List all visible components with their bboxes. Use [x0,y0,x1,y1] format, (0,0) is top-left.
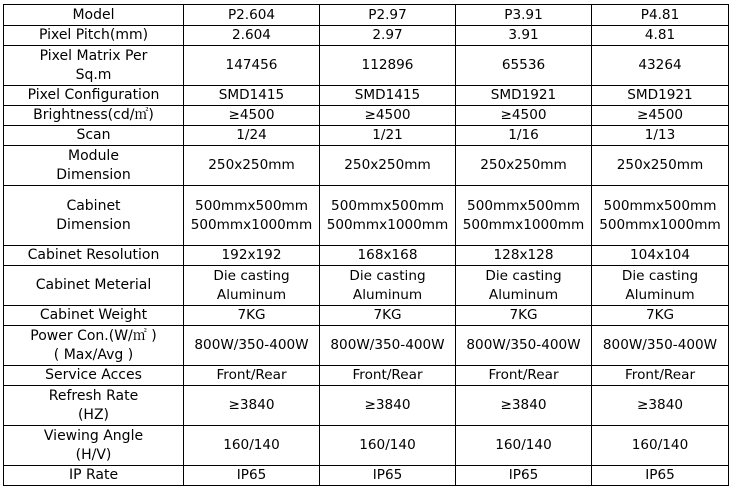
table-row [4,26,729,46]
table-row [4,246,729,266]
row-label: Cabinet Dimension [4,186,184,246]
row-label: Cabinet Weight [4,306,184,326]
table-row [4,266,729,306]
table-cell: Die casting Aluminum [320,266,456,306]
table-cell: ≥4500 [592,106,729,126]
row-label: Refresh Rate (HZ) [4,386,184,426]
table-header-row [4,5,729,26]
row-label: Viewing Angle (H/V) [4,426,184,466]
table-cell: ≥3840 [184,386,320,426]
model-header-cell: P4.81 [592,5,729,26]
table-cell: 168x168 [320,246,456,266]
table-cell: 7KG [184,306,320,326]
table-row [4,466,729,486]
table-cell: 1/16 [456,126,592,146]
table-cell: 4.81 [592,26,729,46]
table-row [4,86,729,106]
header-label: Model [4,5,184,26]
table-cell: 160/140 [592,426,729,466]
table-cell: 800W/350-400W [320,326,456,366]
row-label: Cabinet Resolution [4,246,184,266]
table-cell: 2.604 [184,26,320,46]
table-cell: Die casting Aluminum [456,266,592,306]
table-cell: 2.97 [320,26,456,46]
spec-table [3,4,729,486]
table-row [4,386,729,426]
table-cell: ≥4500 [456,106,592,126]
table-cell: 160/140 [320,426,456,466]
table-cell: Die casting Aluminum [592,266,729,306]
table-cell: IP65 [592,466,729,486]
table-row [4,106,729,126]
table-cell: Die casting Aluminum [184,266,320,306]
row-label: Power Con.(W/㎡ ) ( Max/Avg ) [4,326,184,366]
table-row [4,186,729,246]
model-header-cell: P2.97 [320,5,456,26]
table-row [4,326,729,366]
table-cell: 104x104 [592,246,729,266]
table-cell: Front/Rear [456,366,592,386]
table-cell: Front/Rear [320,366,456,386]
table-row [4,306,729,326]
row-label: Scan [4,126,184,146]
table-cell: ≥3840 [320,386,456,426]
table-cell: 250x250mm [592,146,729,186]
table-cell: 800W/350-400W [592,326,729,366]
row-label: Cabinet Meterial [4,266,184,306]
table-cell: 112896 [320,46,456,86]
table-row [4,366,729,386]
model-header-cell: P3.91 [456,5,592,26]
table-cell: 500mmx500mm 500mmx1000mm [456,186,592,246]
table-cell: 160/140 [456,426,592,466]
table-cell: SMD1415 [184,86,320,106]
table-cell: SMD1921 [592,86,729,106]
table-cell: 800W/350-400W [456,326,592,366]
table-cell: 7KG [592,306,729,326]
table-cell: Front/Rear [592,366,729,386]
row-label: IP Rate [4,466,184,486]
table-cell: 500mmx500mm 500mmx1000mm [184,186,320,246]
table-cell: SMD1415 [320,86,456,106]
table-cell: Front/Rear [184,366,320,386]
row-label: Pixel Configuration [4,86,184,106]
row-label: Pixel Pitch(mm) [4,26,184,46]
table-cell: IP65 [184,466,320,486]
table-cell: 7KG [320,306,456,326]
table-cell: 250x250mm [184,146,320,186]
row-label: Module Dimension [4,146,184,186]
table-cell: 1/13 [592,126,729,146]
model-header-cell: P2.604 [184,5,320,26]
table-cell: 7KG [456,306,592,326]
table-cell: ≥4500 [184,106,320,126]
table-cell: IP65 [456,466,592,486]
table-cell: 1/21 [320,126,456,146]
table-cell: 800W/350-400W [184,326,320,366]
row-label: Service Acces [4,366,184,386]
table-cell: 128x128 [456,246,592,266]
table-cell: 192x192 [184,246,320,266]
table-cell: 43264 [592,46,729,86]
table-cell: 3.91 [456,26,592,46]
table-cell: ≥3840 [592,386,729,426]
table-cell: ≥4500 [320,106,456,126]
table-cell: 500mmx500mm 500mmx1000mm [320,186,456,246]
table-row [4,126,729,146]
table-cell: 65536 [456,46,592,86]
table-cell: 160/140 [184,426,320,466]
table-cell: 250x250mm [456,146,592,186]
table-cell: SMD1921 [456,86,592,106]
table-cell: IP65 [320,466,456,486]
table-cell: 500mmx500mm 500mmx1000mm [592,186,729,246]
table-cell: 1/24 [184,126,320,146]
table-row [4,426,729,466]
table-cell: 147456 [184,46,320,86]
table-row [4,46,729,86]
table-row [4,146,729,186]
table-cell: ≥3840 [456,386,592,426]
row-label: Brightness(cd/㎡) [4,106,184,126]
row-label: Pixel Matrix Per Sq.m [4,46,184,86]
table-cell: 250x250mm [320,146,456,186]
